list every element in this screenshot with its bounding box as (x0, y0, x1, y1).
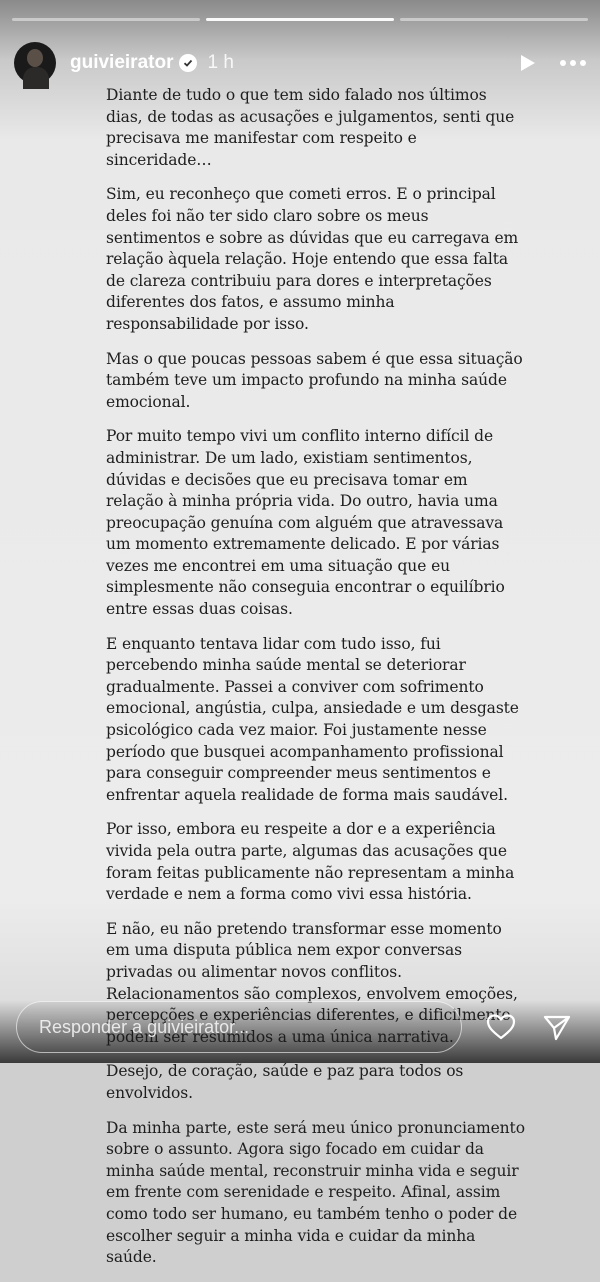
post-time: 1 h (207, 52, 234, 73)
paragraph: Mas o que poucas pessoas sabem é que essa situação também teve um impacto profundo na minha saúde emocional. (106, 349, 523, 411)
progress-segment-active (206, 18, 394, 21)
avatar[interactable] (14, 42, 56, 84)
paragraph: Da minha parte, este será meu único pronunciamento sobre o assunto. Agora sigo focado em cuidar da minha saúde mental, reconstruir minha vida e seguir em frente com serenidade e respeito. Afinal, assim como todo ser humano, eu também tenho o poder de escolher seguir a minha vida e cuidar da minha saúde. (106, 1118, 525, 1267)
paragraph: Por muito tempo vivi um conflito interno difícil de administrar. De um lado, existiam sentimentos, dúvidas e decisões que eu precisava tomar em relação à minha própria vida. Do outro, havia uma preocupação genuína com alguém que atravessava um momento extremamente delicado. E por várias vezes me encontrei em uma situação que eu simplesmente não conseguia encontrar o equilíbrio entre essas duas coisas. (106, 427, 505, 619)
heart-icon[interactable] (486, 1013, 516, 1041)
verified-badge-icon (179, 54, 197, 72)
paragraph: Sim, eu reconheço que cometi erros. E o principal deles foi não ter sido claro sobre os meus sentimentos e sobre as dúvidas que eu carregava em relação àquela relação. Hoje entendo que essa falta de clareza contribuiu para dores e interpretações diferentes dos fatos, e assumo minha responsabilidade por isso. (106, 185, 519, 333)
story-footer (0, 991, 600, 1063)
username[interactable]: guivieirator (70, 52, 174, 73)
reply-placeholder: Responder a guivieirator... (39, 1016, 250, 1037)
story-text (106, 85, 526, 1282)
progress-segment (12, 18, 200, 21)
story-progress-bar (12, 18, 588, 21)
send-icon[interactable] (542, 1013, 572, 1041)
paragraph: E não, eu não pretendo transformar esse momento em uma disputa pública nem expor conversas privadas ou alimentar novos conflitos. Relacionamentos são complexos, envolvem emoções, percepções e experiências diferentes, e dificilmente podem ser resumidos a uma única narrativa. (106, 919, 518, 1046)
paragraph: Desejo, de coração, saúde e paz para todos os envolvidos. (106, 1062, 464, 1102)
play-icon[interactable] (516, 52, 538, 74)
paragraph: Diante de tudo o que tem sido falado nos últimos dias, de todas as acusações e julgamentos, senti que precisava me manifestar com respeito e sinceridade… (106, 86, 515, 169)
reply-input[interactable] (16, 1001, 462, 1053)
story-header (14, 40, 586, 86)
paragraph: Por isso, embora eu respeite a dor e a experiência vivida pela outra parte, algumas das acusações que foram feitas publicamente não representam a minha verdade e nem a forma como vivi essa história. (106, 820, 515, 904)
more-options-icon[interactable] (560, 60, 586, 66)
progress-segment (400, 18, 588, 21)
paragraph: E enquanto tentava lidar com tudo isso, fui percebendo minha saúde mental se deteriorar gradualmente. Passei a conviver com sofrimento emocional, angústia, culpa, ansiedade e um desgaste psicológico cada vez maior. Foi justamente nesse período que busquei acompanhamento profissional para conseguir compreender meus sentimentos e enfrentar aquela realidade de forma mais saudável. (106, 634, 519, 804)
